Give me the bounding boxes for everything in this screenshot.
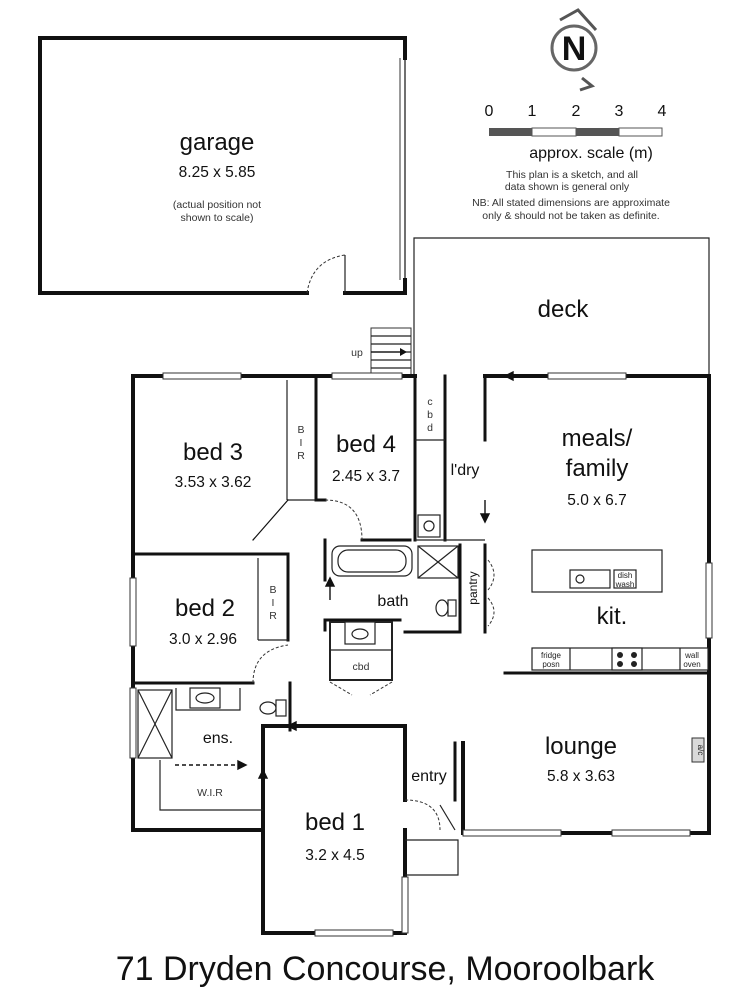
meals-dims: 5.0 x 6.7 xyxy=(567,492,627,509)
stairs xyxy=(351,328,411,376)
note-sketch-1: This plan is a sketch, and all xyxy=(506,169,638,181)
bed1-dims: 3.2 x 4.5 xyxy=(305,847,365,864)
bir-bed2-i: I xyxy=(271,597,275,609)
meals-name-2: family xyxy=(565,455,629,482)
scale-label: approx. scale (m) xyxy=(529,145,653,162)
compass-label: N xyxy=(561,30,587,68)
bir-bed3-r: R xyxy=(297,450,305,462)
bir-bed3-b: B xyxy=(297,424,305,436)
fridge-label-2: posn xyxy=(542,660,560,669)
cooktop xyxy=(612,648,642,670)
cbd-name: cbd xyxy=(352,661,370,673)
note-nb-1: NB: All stated dimensions are approximate xyxy=(472,197,670,209)
lounge-name: lounge xyxy=(544,733,618,760)
garage-note-2: shown to scale) xyxy=(180,212,254,224)
room-labels xyxy=(169,396,633,864)
dishwash-label-2: wash xyxy=(615,580,635,589)
entry-name: entry xyxy=(411,768,447,785)
cbd-laundry-c: c xyxy=(427,396,433,408)
garage-door-swing xyxy=(307,255,345,293)
scale-tick-4: 4 xyxy=(657,103,667,120)
note-nb-2: only & should not be taken as definite. xyxy=(482,210,660,222)
address-title: 71 Dryden Concourse, Mooroolbark xyxy=(115,950,655,988)
bir-bed3-i: I xyxy=(299,437,303,449)
scale-tick-0: 0 xyxy=(484,103,494,120)
garage xyxy=(40,38,405,293)
garage-name: garage xyxy=(179,129,255,156)
ensuite-toilet xyxy=(260,702,276,714)
bed4-name: bed 4 xyxy=(335,431,397,458)
compass-north xyxy=(552,10,596,90)
bed4-dims: 2.45 x 3.7 xyxy=(331,468,401,485)
bir-bed2-r: R xyxy=(269,610,277,622)
dishwash-label-1: dish xyxy=(617,571,633,580)
scale-tick-2: 2 xyxy=(571,103,581,120)
up-label: up xyxy=(351,347,363,359)
bath-toilet xyxy=(436,600,448,616)
pantry-name: pantry xyxy=(466,571,480,605)
wir-name: W.I.R xyxy=(197,787,223,799)
garage-dims: 8.25 x 5.85 xyxy=(178,164,256,181)
scale-bar xyxy=(472,103,670,222)
bed2-dims: 3.0 x 2.96 xyxy=(168,631,238,648)
cbd-laundry-d: d xyxy=(427,422,433,434)
cbd-laundry-b: b xyxy=(427,409,433,421)
bed3-dims: 3.53 x 3.62 xyxy=(174,474,252,491)
bed3-name: bed 3 xyxy=(182,439,244,466)
garage-note-1: (actual position not xyxy=(172,199,262,211)
deck xyxy=(414,238,709,376)
fridge-label-1: fridge xyxy=(540,651,562,660)
lounge-dims: 5.8 x 3.63 xyxy=(546,768,616,785)
bath-name: bath xyxy=(377,593,409,610)
ac-label: a/c xyxy=(696,744,705,756)
oven-label-1: wall xyxy=(685,651,699,660)
meals-name-1: meals/ xyxy=(561,425,633,452)
bed2-name: bed 2 xyxy=(174,595,236,622)
scale-tick-3: 3 xyxy=(614,103,624,120)
oven-label-2: oven xyxy=(683,660,701,669)
scale-tick-1: 1 xyxy=(527,103,537,120)
bir-bed2-b: B xyxy=(269,584,277,596)
ensuite-name: ens. xyxy=(202,730,234,747)
deck-name: deck xyxy=(537,296,589,323)
bed1-name: bed 1 xyxy=(304,809,366,836)
kitchen-name: kit. xyxy=(596,603,628,630)
laundry-name: l'dry xyxy=(450,462,480,479)
note-sketch-2: data shown is general only xyxy=(504,181,630,193)
